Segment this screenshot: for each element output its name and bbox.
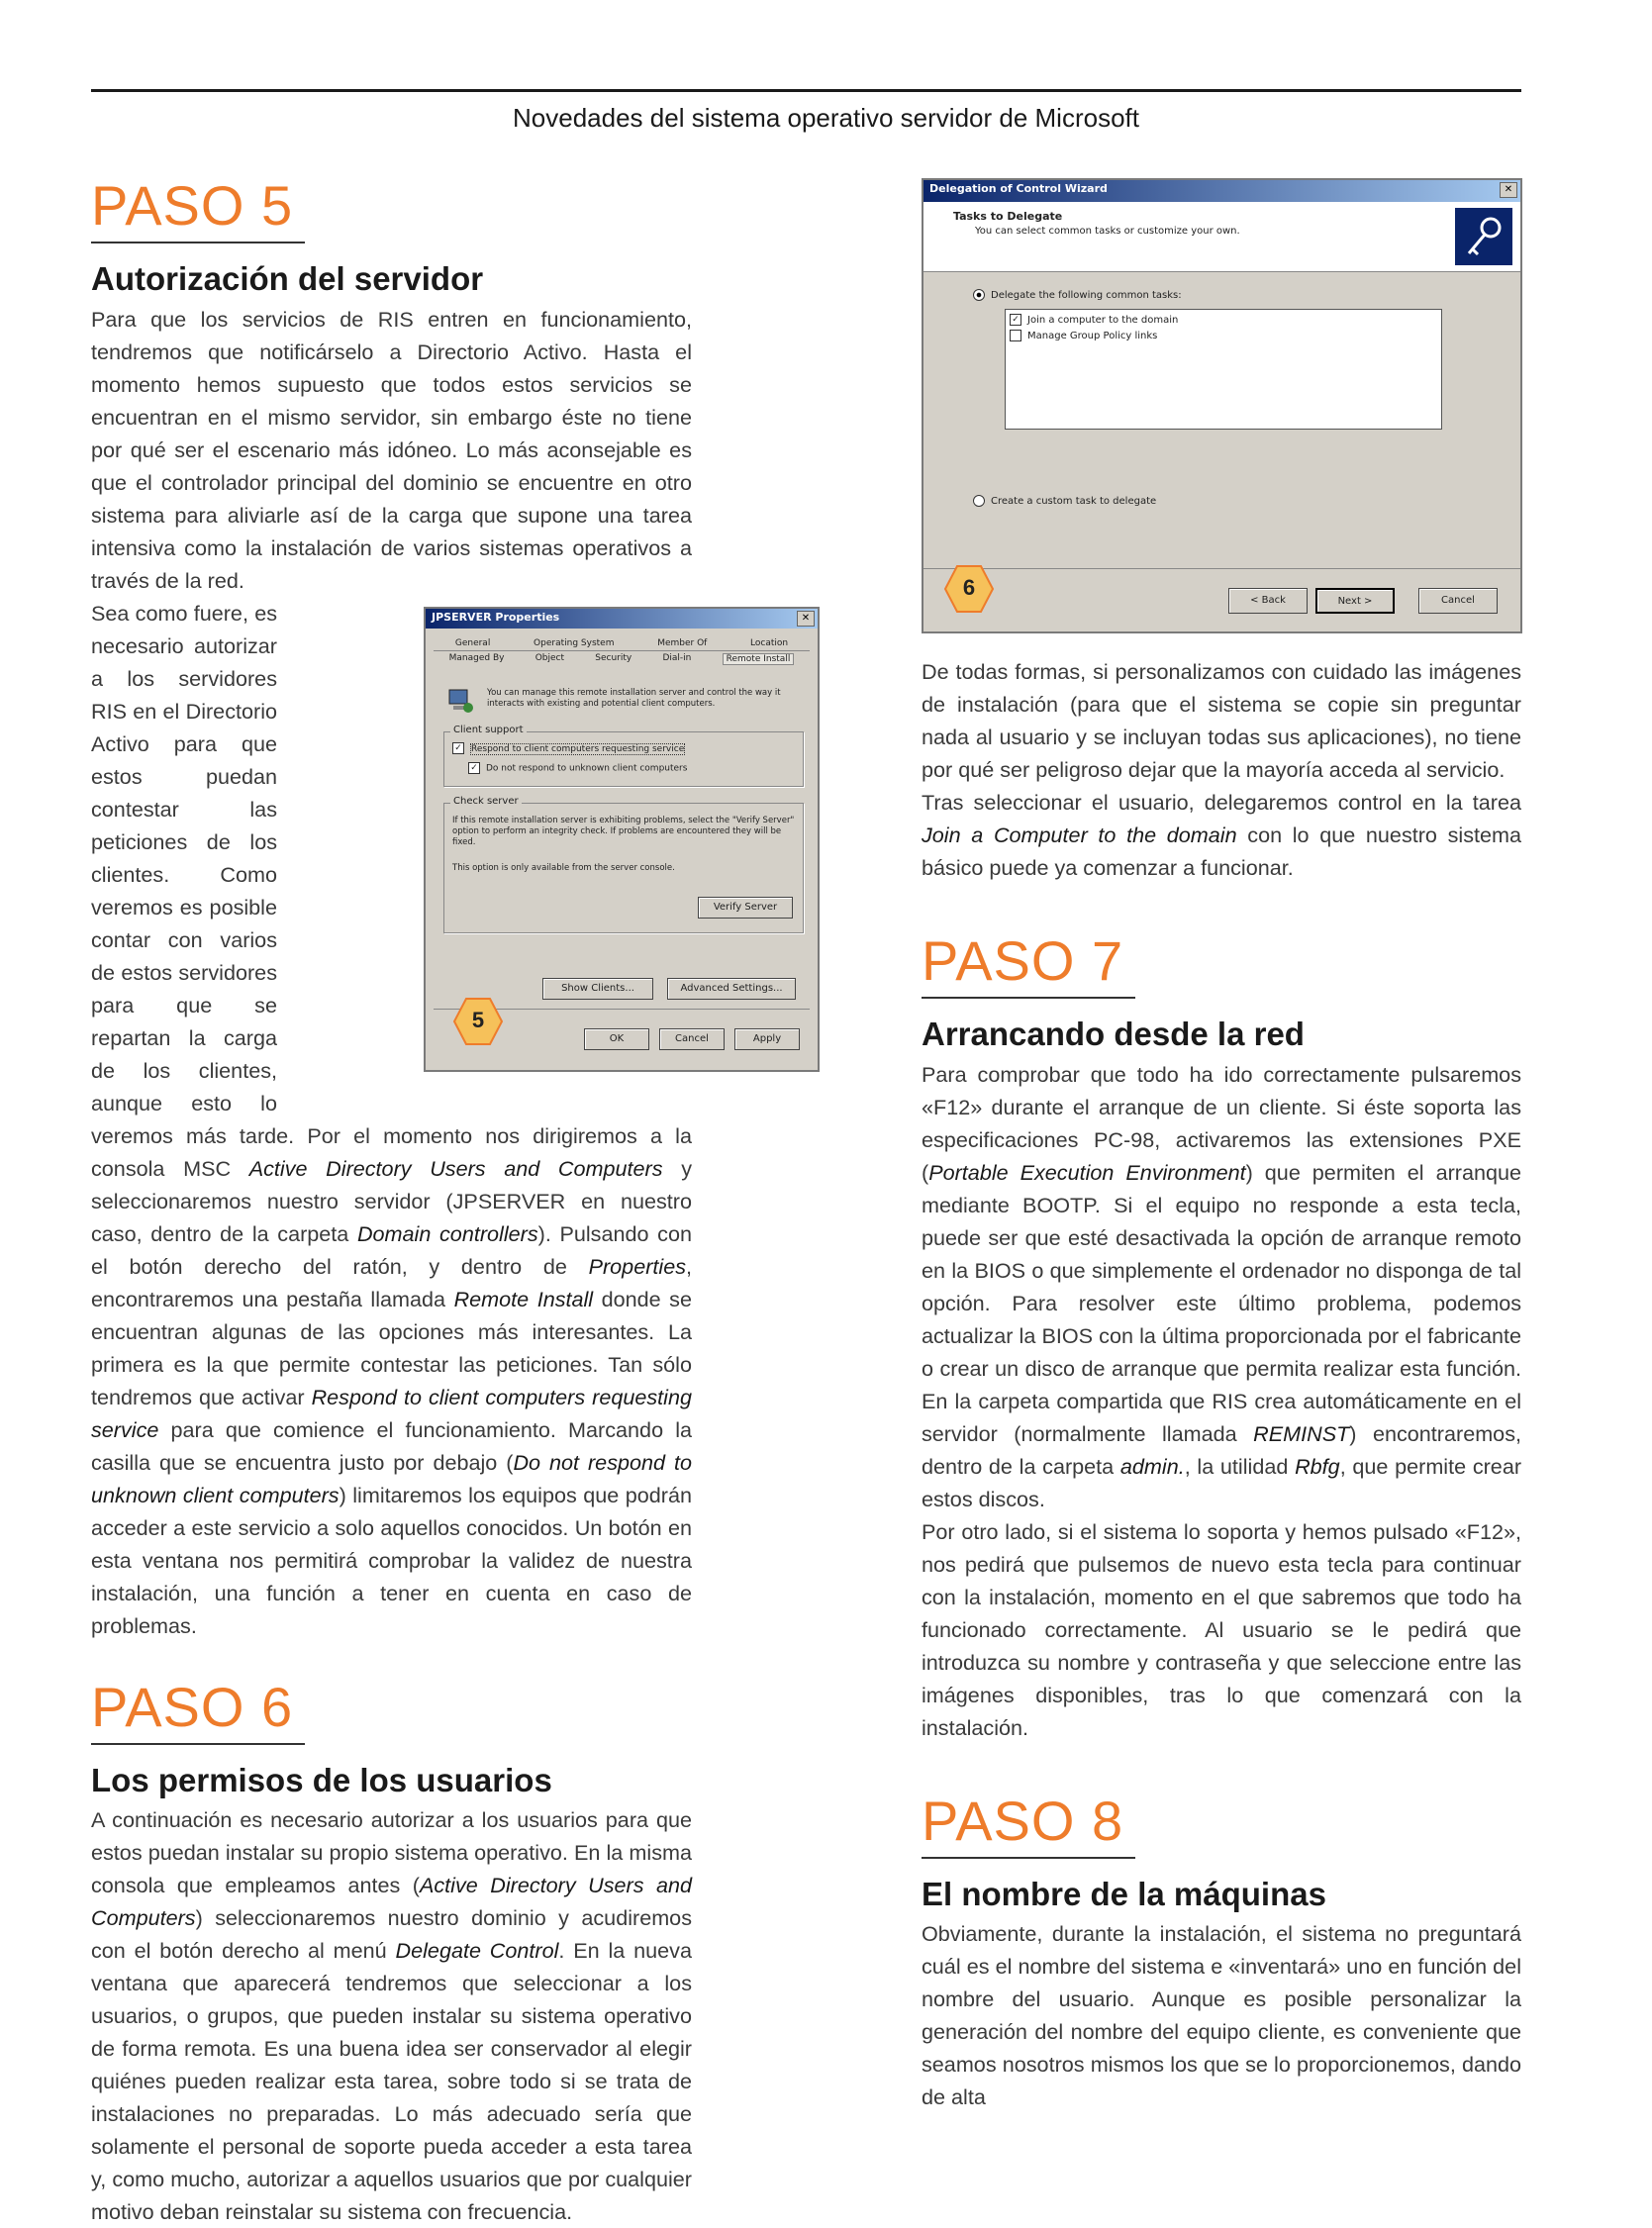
text-run: A continuación es necesario autorizar a los usuarios para que estos puedan instalar su propio sistema operativo. En la misma consola que empleamos antes (: [91, 1807, 692, 1898]
italic-run: Delegate Control: [395, 1938, 559, 1964]
text-run: , la utilidad: [1184, 1453, 1296, 1479]
task-row[interactable]: [1006, 310, 1441, 328]
wizard-subheading: You can select common tasks or customize your own.: [975, 226, 1240, 237]
text-run: ) seleccionaremos nuestro dominio y acudiremos con el botón derecho al menú: [91, 1905, 692, 1964]
tab-strip: [434, 636, 810, 667]
verify-server-button[interactable]: Verify Server: [698, 897, 793, 919]
tasks-listbox[interactable]: [1005, 309, 1442, 430]
intro-text: You can manage this remote installation server and control the way it interacts with existing and potential client computers.: [487, 688, 781, 709]
paso6-paragraph: [91, 1803, 692, 2228]
common-tasks-label: Delegate the following common tasks:: [991, 290, 1182, 301]
paso6-subtitle: Los permisos de los usuarios: [91, 1761, 552, 1798]
badge-number: 6: [962, 575, 976, 600]
dialog-title: Delegation of Control Wizard: [929, 182, 1108, 195]
paso7-paragraph-2: Por otro lado, si el sistema lo soporta y hemos pulsado «F12», nos pedirá que pulsemos de nuevo esta tecla para continuar con la instalación, momento en el que sabremos que todo ha funcionado correctamente. Al usuario se le pedirá que introduzca su nombre y contraseña y que seleccione entre las imágenes disponibles, tras lo que comenzará con la instalación.: [922, 1518, 1521, 1740]
tab-member-of[interactable]: Member Of: [657, 638, 708, 648]
tab-object[interactable]: Object: [534, 653, 565, 663]
paso6-title: PASO 6: [91, 1680, 305, 1745]
checkbox-checked[interactable]: ✓: [468, 762, 480, 774]
header-rule: [91, 89, 1521, 92]
check-server-label: Check server: [450, 796, 522, 807]
badge-number: 5: [471, 1008, 485, 1032]
computer-icon: [445, 686, 475, 716]
custom-task-label: Create a custom task to delegate: [991, 496, 1157, 507]
tab-general[interactable]: General: [454, 638, 491, 648]
italic-run: admin.: [1119, 1453, 1185, 1479]
text-run: . En la nueva ventana que aparecerá tendremos que seleccionar a los usuarios, o grupos, que pueden instalar su sistema operativo de forma remota. Es una buena idea ser conservador al elegir quiénes pueden realizar esta tarea, sobre todo si se trata de instalaciones no preparadas. Lo más adecuado sería que solamente el personal de soporte pueda acceder a esta tarea y, como mucho, autorizar a aquellos usuarios que por cualquier motivo deban reinstalar su sistema con frecuencia.: [91, 1938, 692, 2225]
right-intro-paragraph-2: [922, 786, 1521, 884]
text-run: ) encontraremos, dentro de la carpeta: [922, 1420, 1521, 1479]
check-server-group: [443, 796, 804, 933]
client-support-label: Client support: [450, 725, 527, 735]
step-6-badge: [943, 563, 995, 615]
italic-run: Domain controllers: [356, 1220, 538, 1246]
task-row[interactable]: [1006, 328, 1441, 343]
italic-run: Do not respond to unknown client computers: [91, 1449, 692, 1507]
tab-remote-install[interactable]: Remote Install: [723, 653, 795, 665]
italic-run: Active Directory Users and Computers: [91, 1873, 693, 1931]
next-button[interactable]: Next >: [1315, 588, 1395, 614]
dialog-titlebar: [426, 609, 818, 629]
text-run: con lo que nuestro sistema básico puede ya comenzar a funcionar.: [922, 823, 1521, 880]
dialog-titlebar: [923, 180, 1520, 204]
check-note: This option is only available from the server console.: [452, 863, 675, 873]
respond-checkbox-row[interactable]: [452, 742, 685, 754]
italic-run: Properties: [588, 1253, 686, 1279]
left-column: [91, 168, 692, 2228]
paso7-paragraph-1: [922, 1058, 1521, 1515]
text-run: Para comprobar que todo ha ido correctamente pulsaremos «F12» durante el arranque de un cliente. Si éste soporta las especificaciones PC-98, activaremos las extensiones PXE (: [922, 1061, 1521, 1185]
paso5-title: PASO 5: [91, 178, 305, 243]
text-run: ). Pulsando con el botón derecho del ratón, y dentro de: [91, 1220, 692, 1279]
checkbox-checked[interactable]: ✓: [452, 742, 464, 754]
text-run: donde se encuentran algunas de las opciones más interesantes. La primera es la que permite contestar las peticiones. Tan sólo tendremos que activar: [91, 1286, 692, 1409]
tab-row-2: [434, 651, 810, 667]
italic-run: Remote Install: [453, 1286, 594, 1311]
cancel-button[interactable]: Cancel: [659, 1028, 725, 1050]
show-clients-button[interactable]: Show Clients...: [542, 978, 653, 1000]
task-label: Manage Group Policy links: [1027, 331, 1158, 341]
italic-run: Active Directory Users and Computers: [248, 1155, 663, 1181]
tab-security[interactable]: Security: [595, 653, 632, 663]
common-tasks-radio-row[interactable]: [973, 289, 1182, 301]
paso5-subtitle: Autorización del servidor: [91, 260, 484, 297]
checkbox-unchecked[interactable]: [1010, 330, 1021, 341]
radio-unselected[interactable]: [973, 495, 985, 507]
italic-run: Respond to client computers requesting service: [91, 1384, 692, 1442]
paso8-subtitle: El nombre de la máquinas: [922, 1875, 1326, 1912]
tab-operating-system[interactable]: Operating System: [534, 638, 615, 648]
tab-location[interactable]: Location: [750, 638, 789, 648]
close-icon[interactable]: ✕: [1500, 182, 1517, 198]
keys-icon: [1455, 208, 1512, 265]
text-run: , encontraremos una pestaña llamada: [91, 1253, 692, 1311]
wizard-heading: Tasks to Delegate: [953, 210, 1063, 223]
page-header: Novedades del sistema operativo servidor de Microsoft: [513, 103, 1139, 133]
tab-row-1: [434, 636, 810, 651]
italic-run: Portable Execution Environment: [928, 1159, 1246, 1185]
text-run: para que comience el funcionamiento. Marcando la casilla que se encuentra justo por debajo (: [91, 1416, 692, 1475]
wizard-header: [923, 202, 1520, 272]
delegation-wizard-dialog: [922, 178, 1522, 633]
paso7-title: PASO 7: [922, 933, 1135, 999]
radio-selected[interactable]: [973, 289, 985, 301]
back-button[interactable]: < Back: [1228, 588, 1308, 614]
text-run: ) que permiten el arranque mediante BOOTP. Si el equipo no responde a esta tecla, puede ser que esté desactivada la opción de arranque remoto en la BIOS o que simplemente el ordenador no disponga de tal opción. Para resolver este último problema, podemos actualizar la BIOS con la última proporcionada por el fabricante o crear un disco de arranque que permita realizar esta función. En la carpeta compartida que RIS crea automáticamente en el servidor (normalmente llamada: [922, 1159, 1522, 1446]
right-intro-paragraph-1: De todas formas, si personalizamos con cuidado las imágenes de instalación (para que el sistema se copie sin preguntar nada al usuario y se incluyan todas sus aplicaciones), no tiene por qué ser peligroso dejar que la mayoría acceda al servicio.: [922, 659, 1521, 782]
text-run: y seleccionaremos nuestro servidor (JPSERVER en nuestro caso, dentro de la carpeta: [91, 1155, 692, 1246]
paso8-paragraph: Obviamente, durante la instalación, el sistema no preguntará cuál es el nombre del sistema e «inventará» uno en función del nombre del usuario. Aunque es posible personalizar la generación del nombre del equipo cliente, es conveniente que seamos nosotros mismos los que se lo proporcionemos, dando de alta: [922, 1921, 1521, 2110]
italic-run: REMINST: [1253, 1420, 1350, 1446]
italic-run: Rbfg: [1295, 1453, 1340, 1479]
right-column: [922, 655, 1521, 2113]
apply-button[interactable]: Apply: [734, 1028, 800, 1050]
check-text: If this remote installation server is exhibiting problems, select the "Verify Server" option to perform an integrity check. If problems are encountered they will be fixed.: [452, 816, 795, 847]
unknown-label: Do not respond to unknown client computers: [486, 763, 688, 774]
step-5-badge: [452, 996, 504, 1047]
text-run: , que permite crear estos discos.: [922, 1453, 1522, 1511]
paso7-subtitle: Arrancando desde la red: [922, 1016, 1305, 1052]
custom-task-radio-row[interactable]: [973, 495, 1156, 507]
tab-dial-in[interactable]: Dial-in: [662, 653, 692, 663]
ok-button[interactable]: OK: [584, 1028, 649, 1050]
italic-run: Join a Computer to the domain: [922, 823, 1237, 847]
respond-label: Respond to client computers requesting service: [471, 743, 685, 754]
text-run: ) limitaremos los equipos que podrán acceder a este servicio a solo aquellos conocidos. Un botón en esta ventana nos permitirá comprobar la validez de nuestra instalación, una función a tener en cuenta en caso de problemas.: [91, 1482, 692, 1638]
cancel-button[interactable]: Cancel: [1418, 588, 1498, 614]
dialog-title: JPSERVER Properties: [432, 611, 560, 624]
task-label: Join a computer to the domain: [1027, 315, 1179, 326]
divider: [923, 568, 1520, 569]
text-run: Tras seleccionar el usuario, delegaremos control en la tarea: [922, 790, 1521, 815]
advanced-settings-button[interactable]: Advanced Settings...: [667, 978, 796, 1000]
close-icon[interactable]: ✕: [797, 611, 815, 627]
paso5-paragraph-1: Para que los servicios de RIS entren en funcionamiento, tendremos que notificárselo a Directorio Activo. Hasta el momento hemos supuesto que todos estos servicios se encuentran en el mismo servidor, sin embargo éste no tiene por qué ser el escenario más idóneo. Lo más aconsejable es que el controlador principal del dominio se encuentre en otro sistema para aliviarle así de la carga que supone una tarea intensiva como la instalación de varios sistemas operativos a través de la red.: [91, 306, 692, 593]
client-support-group: [443, 725, 804, 787]
unknown-checkbox-row[interactable]: [468, 762, 687, 774]
paso8-title: PASO 8: [922, 1793, 1135, 1859]
checkbox-checked[interactable]: ✓: [1010, 314, 1021, 326]
tab-managed-by[interactable]: Managed By: [448, 653, 505, 663]
text-run: Sea como fuere, es necesario autorizar a los servidores RIS en el Directorio Activo para que estos puedan contestar las peticiones de los clientes. Como veremos es posible contar con varios de estos servidores para que se repartan la carga de los clientes, aunque esto lo veremos más tarde. Por el momento nos dirigiremos a la consola MSC: [91, 600, 692, 1181]
